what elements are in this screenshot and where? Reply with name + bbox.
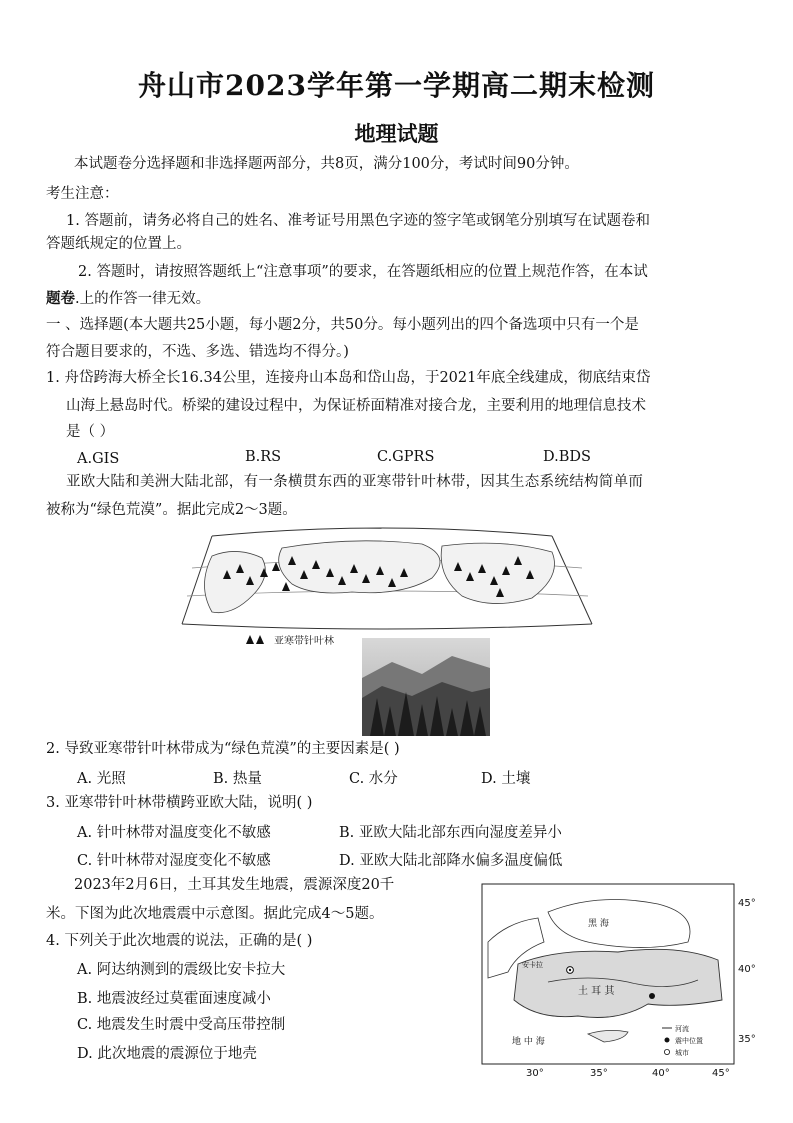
exam-subtitle: 地理试题 bbox=[354, 121, 439, 146]
lon-label-40: 40° bbox=[652, 1068, 670, 1078]
q4-option-b: B. 地震波经过莫霍面速度减小 bbox=[77, 991, 271, 1007]
q3-option-a: A. 针叶林带对温度变化不敏感 bbox=[77, 825, 271, 841]
q3-option-c: C. 针叶林带对湿度变化不敏感 bbox=[77, 853, 271, 869]
notice-item2-line2 bbox=[46, 289, 210, 309]
q4-option-a: A. 阿达纳测到的震级比安卡拉大 bbox=[77, 962, 286, 978]
q1-option-d: D.BDS bbox=[543, 449, 591, 465]
q2-option-c: C. 水分 bbox=[349, 771, 398, 787]
intro-text: 本试题卷分选择题和非选择题两部分，共8页，满分100分，考试时间90分钟。 bbox=[74, 156, 579, 172]
taiga-map bbox=[152, 526, 612, 651]
black-sea-label: 黑 海 bbox=[588, 919, 609, 929]
mediterranean-label: 地 中 海 bbox=[512, 1037, 545, 1047]
lat-label-45: 45° bbox=[738, 898, 756, 909]
legend-epicenter-icon bbox=[665, 1038, 670, 1043]
notice-item1-line2: 答题纸规定的位置上。 bbox=[46, 236, 191, 252]
q1-line1: 1. 舟岱跨海大桥全长16.34公里，连接舟山本岛和岱山岛，于2021年底全线建成，彻底结束岱 bbox=[46, 370, 651, 386]
section1-line1: 一 、选择题(本大题共25小题，每小题2分，共50分。每小题列出的四个备选项中只有一个是 bbox=[46, 317, 639, 333]
passage4-line1: 2023年2月6日，土耳其发生地震，震源深度20千 bbox=[74, 877, 395, 893]
q1-option-c: C.GPRS bbox=[377, 449, 435, 465]
q1-option-b: B.RS bbox=[245, 449, 282, 465]
notice-item2-rest: .上的作答一律无效。 bbox=[75, 291, 211, 307]
turkey-label: 土 耳 其 bbox=[578, 986, 615, 997]
lon-label-35: 35° bbox=[590, 1068, 608, 1078]
lat-label-40: 40° bbox=[738, 964, 756, 975]
forest-photo bbox=[362, 638, 490, 736]
q1-line2: 山海上悬岛时代。桥梁的建设过程中，为保证桥面精准对接合龙，主要利用的地理信息技术 bbox=[66, 398, 646, 414]
lat-label-35: 35° bbox=[738, 1034, 756, 1045]
taiga-legend-label: 亚寒带针叶林 bbox=[274, 636, 334, 647]
city-ankara-label: 安卡拉 bbox=[522, 961, 543, 969]
lon-label-30: 30° bbox=[526, 1068, 544, 1078]
q2-option-a: A. 光照 bbox=[77, 771, 126, 787]
passage2-line1: 亚欧大陆和美洲大陆北部，有一条横贯东西的亚寒带针叶林带，因其生态系统结构简单而 bbox=[66, 474, 644, 490]
passage4-line2: 米。下图为此次地震震中示意图。据此完成4～5题。 bbox=[46, 906, 384, 922]
turkey-map bbox=[478, 882, 760, 1078]
q3-stem: 3. 亚寒带针叶林带横跨亚欧大陆，说明( ) bbox=[46, 795, 313, 811]
notice-item2-bold: 题卷 bbox=[46, 290, 75, 307]
q4-option-d: D. 此次地震的震源位于地壳 bbox=[77, 1046, 257, 1062]
section1-line2: 符合题目要求的，不选、多选、错选均不得分。) bbox=[46, 344, 349, 360]
q4-stem: 4. 下列关于此次地震的说法，正确的是( ) bbox=[46, 933, 313, 949]
q3-option-b: B. 亚欧大陆北部东西向湿度差异小 bbox=[339, 825, 562, 841]
q1-line3: 是（ ） bbox=[66, 424, 115, 440]
q2-stem: 2. 导致亚寒带针叶林带成为“绿色荒漠”的主要因素是( ) bbox=[46, 741, 400, 757]
notice-item2-line1: 2. 答题时，请按照答题纸上“注意事项”的要求，在答题纸相应的位置上规范作答，在本试 bbox=[78, 264, 648, 280]
epicenter-marker bbox=[649, 993, 655, 999]
legend-epicenter-label: 震中位置 bbox=[675, 1037, 703, 1045]
notice-heading: 考生注意： bbox=[46, 186, 119, 202]
q3-option-d: D. 亚欧大陆北部降水偏多温度偏低 bbox=[339, 853, 563, 869]
notice-item1-line1: 1. 答题前，请务必将自己的姓名、准考证号用黑色字迹的签字笔或钢笔分别填写在试题卷和 bbox=[66, 213, 650, 229]
exam-title: 舟山市2023学年第一学期高二期末检测 bbox=[138, 69, 655, 102]
q1-option-a: A.GIS bbox=[77, 451, 120, 467]
legend-city-icon bbox=[664, 1049, 669, 1054]
passage2-line2: 被称为“绿色荒漠”。据此完成2～3题。 bbox=[46, 502, 297, 518]
legend-river-label: 河流 bbox=[675, 1025, 689, 1033]
q2-option-b: B. 热量 bbox=[213, 771, 262, 787]
q2-option-d: D. 土壤 bbox=[481, 771, 531, 787]
q4-option-c: C. 地震发生时震中受高压带控制 bbox=[77, 1017, 286, 1033]
lon-label-45: 45° bbox=[712, 1068, 730, 1078]
legend-city-label: 城市 bbox=[675, 1049, 689, 1057]
